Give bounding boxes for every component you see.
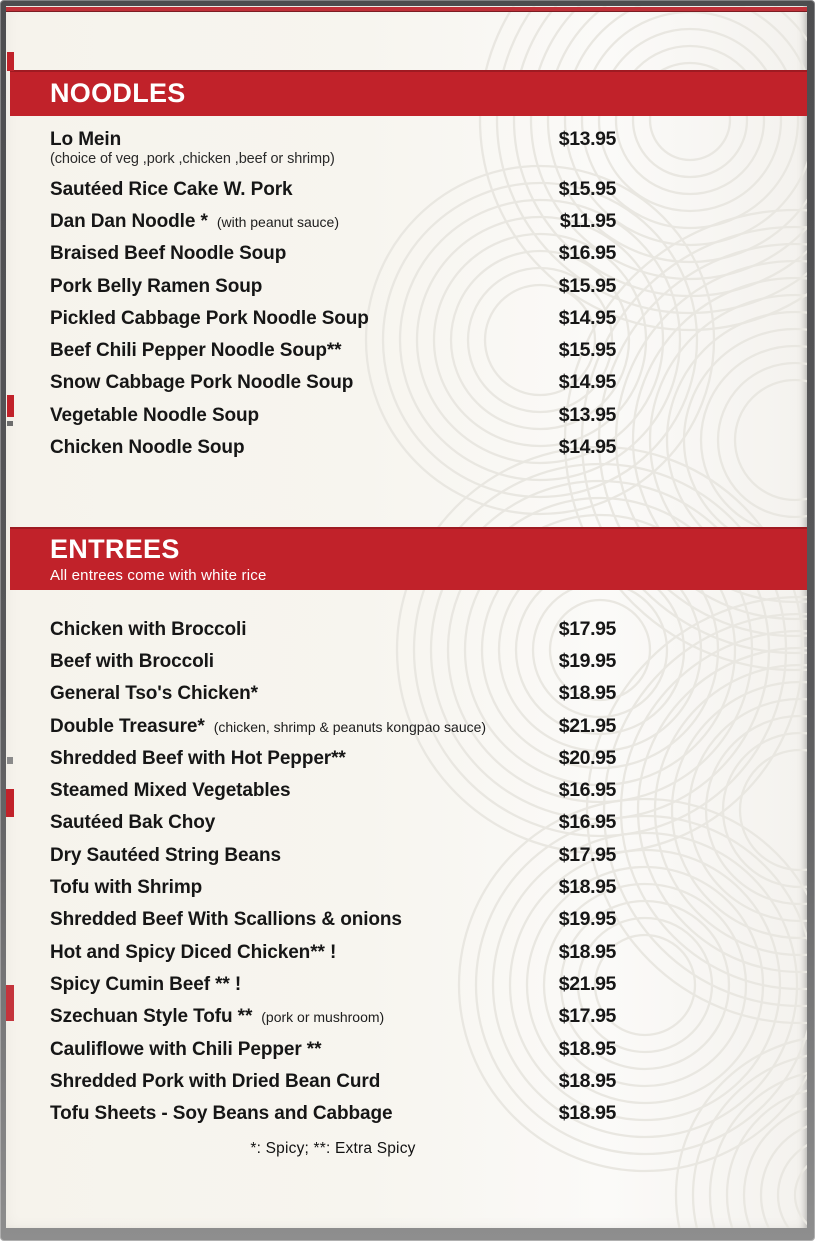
menu-item-row	[50, 399, 616, 431]
item-price: $11.95	[559, 209, 616, 232]
menu-item-line	[50, 178, 616, 201]
item-name: Shredded Beef With Scallions & onions	[50, 909, 402, 931]
menu-item-row	[50, 173, 616, 205]
menu-item-line	[50, 973, 616, 996]
item-name: Szechuan Style Tofu **	[50, 1006, 253, 1028]
item-price: $13.95	[558, 403, 616, 426]
menu-item-row	[50, 774, 616, 806]
left-edge-red-artifact	[6, 985, 14, 1021]
menu-item-row	[50, 121, 616, 173]
section-header-entrees	[10, 527, 807, 590]
menu-item-line	[50, 811, 616, 834]
item-name: Steamed Mixed Vegetables	[50, 780, 291, 802]
item-name: Double Treasure*	[50, 715, 205, 737]
item-name: Shredded Pork with Dried Bean Curd	[50, 1070, 381, 1092]
menu-item-line	[50, 650, 616, 673]
menu-item-line	[50, 371, 616, 394]
section-title-noodles: NOODLES	[50, 78, 186, 109]
item-price: $18.95	[558, 940, 616, 963]
item-name: Tofu Sheets - Soy Beans and Cabbage	[50, 1103, 393, 1125]
menu-item-line	[50, 275, 616, 298]
section-title-entrees: ENTREES	[50, 534, 180, 564]
item-name: Chicken with Broccoli	[50, 618, 247, 640]
item-note: (with peanut sauce)	[216, 213, 339, 230]
item-price: $13.95	[558, 127, 616, 150]
menu-item-row	[50, 807, 616, 839]
menu-item-line	[50, 339, 616, 362]
item-description: (choice of veg ,pork ,chicken ,beef or shrimp)	[50, 150, 335, 167]
menu-item-row	[50, 613, 616, 645]
left-edge-red-artifact	[7, 395, 14, 417]
menu-item-line	[50, 404, 616, 427]
item-price: $16.95	[558, 811, 616, 834]
item-price: $17.95	[558, 617, 616, 640]
menu-item-line	[50, 941, 616, 964]
menu-item-row	[50, 1033, 616, 1065]
item-name: Beef Chili Pepper Noodle Soup**	[50, 340, 342, 362]
menu-item-line	[50, 715, 616, 738]
item-name: Pickled Cabbage Pork Noodle Soup	[50, 307, 369, 329]
item-price: $16.95	[558, 779, 616, 802]
menu-item-line	[50, 1102, 616, 1125]
menu-item-line	[50, 307, 616, 330]
item-name: Shredded Beef with Hot Pepper**	[50, 747, 346, 769]
menu-item-row	[50, 431, 616, 463]
item-price: $19.95	[558, 908, 616, 931]
item-price: $19.95	[558, 649, 616, 672]
item-price: $17.95	[558, 843, 616, 866]
menu-item-line	[50, 908, 616, 931]
menu-item-row	[50, 367, 616, 399]
spicy-legend: *: Spicy; **: Extra Spicy	[250, 1140, 416, 1157]
menu-item-row	[50, 302, 616, 334]
item-name: Dry Sautéed String Beans	[50, 844, 281, 866]
menu-item-line	[50, 779, 616, 802]
left-edge-gray-artifact	[7, 757, 13, 764]
menu-item-line	[50, 210, 616, 233]
item-price: $18.95	[558, 1037, 616, 1060]
menu-item-row	[50, 238, 616, 270]
left-edge-gray-artifact	[7, 421, 13, 426]
item-name: Pork Belly Ramen Soup	[50, 275, 263, 297]
section-subtitle-entrees: All entrees come with white rice	[50, 566, 267, 584]
menu-item-line	[50, 844, 616, 867]
left-edge-red-artifact	[6, 789, 14, 817]
item-note: (pork or mushroom)	[261, 1009, 385, 1026]
menu-item-line	[50, 876, 616, 899]
item-price: $15.95	[558, 177, 616, 200]
menu-item-line	[50, 436, 616, 459]
item-name: Tofu with Shrimp	[50, 877, 203, 899]
item-name: Braised Beef Noodle Soup	[50, 243, 287, 265]
item-name: Sautéed Bak Choy	[50, 812, 216, 834]
menu-item-row	[50, 645, 616, 677]
menu-item-row	[50, 710, 616, 742]
item-price: $14.95	[558, 436, 616, 459]
menu-item-row	[50, 871, 616, 903]
menu-item-row	[50, 839, 616, 871]
item-price: $16.95	[558, 242, 616, 265]
menu-item-row	[50, 1065, 616, 1097]
item-name: Lo Mein	[50, 128, 122, 150]
item-name: Dan Dan Noodle *	[50, 210, 208, 232]
menu-item-row	[50, 270, 616, 302]
menu-item-list-entrees	[50, 613, 616, 1130]
menu-item-row	[50, 936, 616, 968]
item-price: $15.95	[558, 339, 616, 362]
menu-item-row	[50, 334, 616, 366]
menu-item-line	[50, 1070, 616, 1093]
item-name: Vegetable Noodle Soup	[50, 404, 260, 426]
menu-item-row	[50, 1001, 616, 1033]
item-name: Spicy Cumin Beef ** !	[50, 973, 242, 995]
menu-item-line	[50, 242, 616, 265]
item-name: Snow Cabbage Pork Noodle Soup	[50, 372, 354, 394]
left-edge-red-artifact	[7, 52, 14, 71]
item-price: $17.95	[558, 1005, 616, 1028]
menu-item-line	[50, 618, 616, 641]
item-price: $14.95	[558, 306, 616, 329]
menu-item-row	[50, 678, 616, 710]
menu-item-line	[50, 682, 616, 705]
section-header-noodles	[10, 70, 807, 116]
menu-item-line	[50, 128, 616, 151]
item-price: $20.95	[558, 746, 616, 769]
item-name: Hot and Spicy Diced Chicken** !	[50, 941, 337, 963]
item-price: $18.95	[558, 1102, 616, 1125]
item-name: Sautéed Rice Cake W. Pork	[50, 178, 293, 200]
menu-item-row	[50, 1097, 616, 1129]
item-price: $15.95	[558, 274, 616, 297]
menu-item-list-noodles	[50, 121, 616, 464]
item-price: $18.95	[558, 1069, 616, 1092]
menu-item-line	[50, 1038, 616, 1061]
item-price: $21.95	[558, 972, 616, 995]
item-price: $18.95	[558, 876, 616, 899]
menu-item-row	[50, 205, 616, 237]
item-price: $14.95	[558, 371, 616, 394]
menu-item-row	[50, 968, 616, 1000]
menu-item-row	[50, 904, 616, 936]
item-note: (chicken, shrimp & peanuts kongpao sauce)	[213, 718, 487, 735]
item-price: $21.95	[558, 714, 616, 737]
menu-item-row	[50, 742, 616, 774]
top-red-trim-line	[6, 7, 807, 12]
item-name: Beef with Broccoli	[50, 650, 214, 672]
menu-item-line	[50, 747, 616, 770]
item-name: Chicken Noodle Soup	[50, 437, 245, 459]
item-name: Cauliflowe with Chili Pepper **	[50, 1038, 322, 1060]
menu-item-line	[50, 1005, 616, 1028]
item-price: $18.95	[558, 682, 616, 705]
item-name: General Tso's Chicken*	[50, 683, 258, 705]
